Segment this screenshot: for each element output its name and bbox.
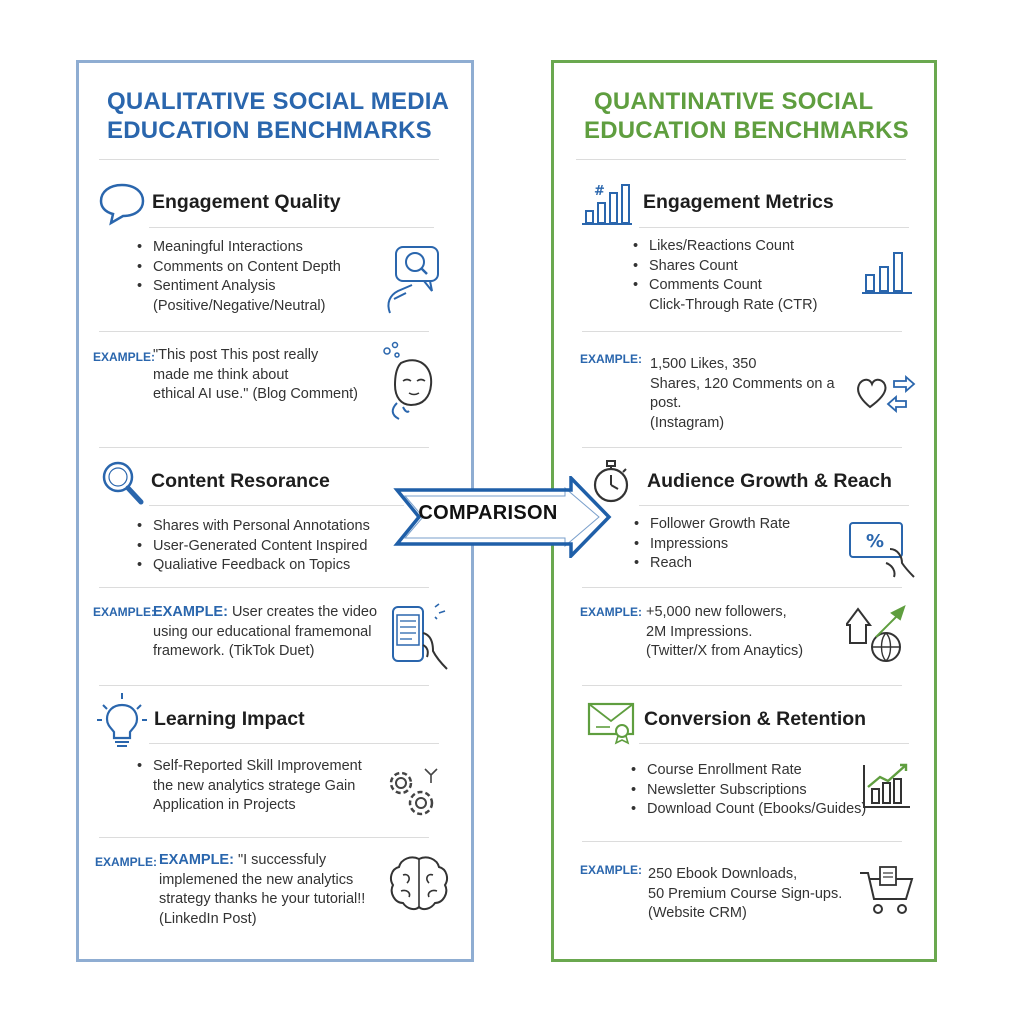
section-title-content-resonance: Content Resorance (151, 470, 330, 492)
example-inline-label: EXAMPLE: (159, 852, 234, 868)
example-text: "This post This post really made me think about ethical AI use." (Blog Comment) (153, 347, 359, 402)
divider (582, 841, 902, 842)
quantitative-title-line2: EDUCATION BENCHMARKS (584, 117, 909, 144)
divider (582, 447, 902, 448)
example-label: EXAMPLE: (580, 605, 643, 619)
section-title-audience-growth: Audience Growth & Reach (647, 470, 892, 492)
list-item: • Likes/Reactions Count (649, 237, 869, 257)
speech-bubble-icon (97, 181, 147, 227)
divider (99, 447, 429, 448)
search-comment-hand-icon (384, 243, 444, 315)
lightbulb-icon (97, 691, 147, 751)
list-item: • Self-Reported Skill Improvement (153, 757, 393, 777)
divider (99, 685, 429, 686)
divider (639, 505, 909, 506)
divider (99, 837, 429, 838)
example-text: +5,000 new followers, 2M Impressions. (Twitter/X from Anaytics) (646, 604, 804, 659)
growth-chart-icon (860, 761, 914, 811)
list-item: • Download Count (Ebooks/Guides) (647, 800, 877, 820)
quantitative-title (584, 87, 934, 145)
comparison-label: COMPARISON (418, 502, 558, 524)
list-item: • Impressions (650, 535, 850, 555)
section-title-engagement-quality: Engagement Quality (152, 191, 341, 213)
qualitative-title-line1: QUALITATIVE SOCIAL MEDIA (107, 88, 450, 115)
divider (582, 331, 902, 332)
engagement-metrics-bullets (649, 237, 869, 315)
divider (99, 159, 439, 160)
shopping-cart-download-icon (858, 865, 916, 917)
divider (582, 685, 902, 686)
quantitative-title-line1: QUANTINATIVE SOCIAL (594, 88, 874, 115)
example-inline-label: EXAMPLE: (153, 604, 228, 620)
qualitative-title-line2: EDUCATION BENCHMARKS (107, 117, 432, 144)
content-resonance-bullets (153, 517, 393, 576)
thinking-face-icon (377, 341, 439, 421)
phone-document-hand-icon (387, 603, 451, 673)
divider (639, 743, 909, 744)
bar-chart-icon (582, 181, 632, 227)
svg-text:%: % (866, 531, 885, 552)
conversion-retention-bullets (647, 761, 877, 820)
example-body: User creates the video using our educational framemonal framework. (TikTok Duet) (153, 604, 378, 659)
divider (99, 587, 429, 588)
list-item: • Qualiative Feedback on Topics (153, 556, 393, 576)
list-item: • Comments on Content Depth (153, 258, 393, 278)
bar-chart-small-icon (860, 249, 914, 297)
list-item: • Course Enrollment Rate (647, 761, 877, 781)
list-item: • Sentiment Analysis (153, 277, 393, 297)
brain-icon (387, 853, 451, 915)
divider (639, 227, 909, 228)
section-title-learning-impact: Learning Impact (154, 708, 305, 730)
qualitative-title (107, 87, 467, 145)
list-item: • Shares Count (649, 257, 869, 277)
section-title-conversion-retention: Conversion & Retention (644, 708, 867, 730)
engagement-quality-bullets (153, 238, 393, 316)
divider (149, 227, 434, 228)
gears-icon (381, 763, 443, 821)
learning-impact-bullets (153, 757, 393, 816)
magnifying-glass-icon (99, 458, 147, 508)
list-item: Application in Projects (153, 797, 296, 813)
example-label: EXAMPLE: (95, 855, 158, 869)
heart-share-icon (854, 373, 918, 421)
example-text: 1,500 Likes, 350 Shares, 120 Comments on a post. (Instagram) (650, 356, 835, 431)
list-item: • Follower Growth Rate (650, 515, 850, 535)
growth-arrows-globe-icon (846, 603, 914, 665)
example-text (159, 851, 389, 929)
section-title-engagement-metrics: Engagement Metrics (643, 191, 834, 213)
divider (99, 331, 429, 332)
list-item: • Meaningful Interactions (153, 238, 393, 258)
list-item: • Shares with Personal Annotations (153, 517, 393, 537)
divider (582, 587, 902, 588)
audience-growth-bullets (650, 515, 850, 574)
tablet-percent-hand-icon (846, 519, 916, 581)
list-item: the new analytics stratege Gain (153, 777, 356, 794)
list-item: • Newsletter Subscriptions (647, 781, 877, 801)
example-label: EXAMPLE: (580, 352, 643, 366)
example-label: EXAMPLE: (93, 605, 156, 619)
list-item: (Positive/Negative/Neutral) (153, 297, 326, 314)
example-label: EXAMPLE: (93, 350, 156, 364)
divider (149, 743, 439, 744)
list-item: • User-Generated Content Inspired (153, 537, 393, 557)
example-label: EXAMPLE: (580, 863, 643, 877)
example-text: 250 Ebook Downloads, 50 Premium Course Sign-ups. (Website CRM) (648, 866, 843, 921)
svg-text:#: # (594, 184, 605, 199)
example-text (153, 603, 383, 662)
list-item: • Reach (650, 554, 850, 574)
list-item: • Comments Count (649, 276, 869, 296)
certificate-icon (586, 701, 636, 745)
list-item: Click-Through Rate (CTR) (649, 296, 818, 313)
divider (149, 505, 404, 506)
divider (576, 159, 906, 160)
example-body: "I successfuly implemened the new analytics strategy thanks he your tutorial!! (LinkedIn Post) (159, 852, 366, 927)
